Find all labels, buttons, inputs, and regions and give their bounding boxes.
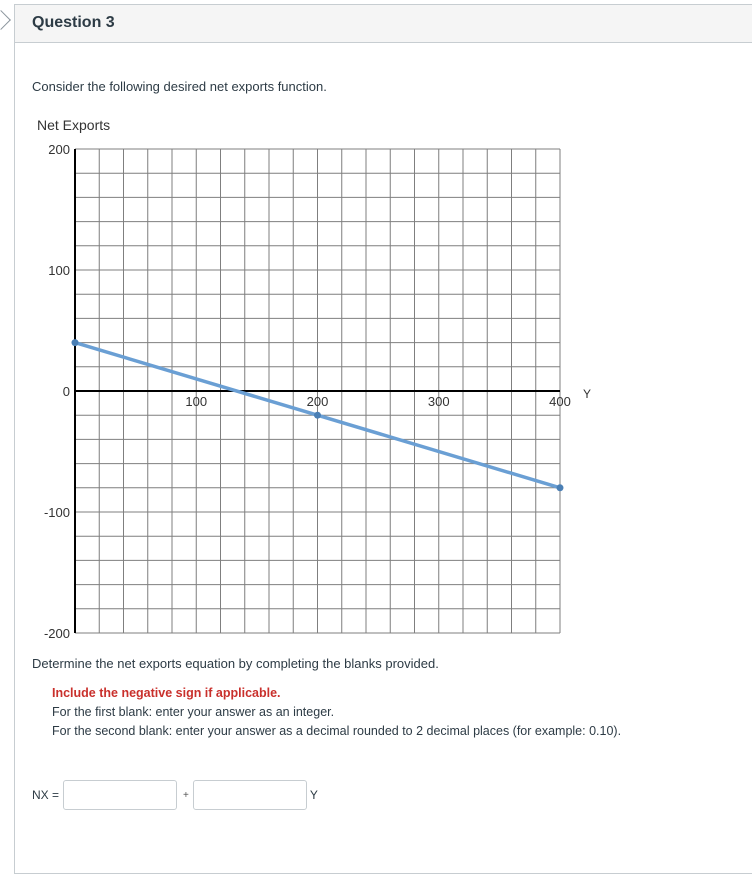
intercept-input[interactable] xyxy=(63,780,177,810)
question-card xyxy=(14,4,752,874)
x-tick-label: 200 xyxy=(306,394,329,409)
instruction-second-blank: For the second blank: enter your answer as a decimal rounded to 2 decimal places (for example: 0.10). xyxy=(52,724,622,738)
y-tick-label: 200 xyxy=(48,142,70,157)
question-title: Question 3 xyxy=(32,14,115,31)
x-tick-label: 300 xyxy=(427,394,450,409)
y-tick-label: 0 xyxy=(62,384,70,399)
y-tick-label: -100 xyxy=(43,505,70,520)
x-tick-label: 400 xyxy=(549,394,571,409)
instructions xyxy=(52,684,621,741)
data-point xyxy=(314,412,321,419)
instruction-negative-sign: Include the negative sign if applicable. xyxy=(52,686,281,700)
data-point xyxy=(72,339,79,346)
y-tick-label: -200 xyxy=(43,626,70,641)
x-axis-label: Y xyxy=(583,387,592,401)
answer-row xyxy=(32,780,318,810)
chart-svg xyxy=(15,105,635,645)
y-tick-label: 100 xyxy=(48,263,70,278)
question-prompt: Determine the net exports equation by completing the blanks provided. xyxy=(32,656,439,671)
y-suffix: Y xyxy=(309,788,318,802)
question-intro: Consider the following desired net exports function. xyxy=(32,79,327,94)
y-axis-label: Net Exports xyxy=(37,117,111,133)
question-header xyxy=(15,5,752,43)
net-exports-chart xyxy=(15,105,635,650)
data-point xyxy=(557,484,564,491)
equation-label: NX = xyxy=(32,788,60,802)
instruction-first-blank: For the first blank: enter your answer as an integer. xyxy=(52,705,335,719)
plus-sign: + xyxy=(183,789,189,801)
collapse-chevron-icon[interactable] xyxy=(0,10,11,30)
slope-input[interactable] xyxy=(193,780,307,810)
x-tick-label: 100 xyxy=(185,394,208,409)
